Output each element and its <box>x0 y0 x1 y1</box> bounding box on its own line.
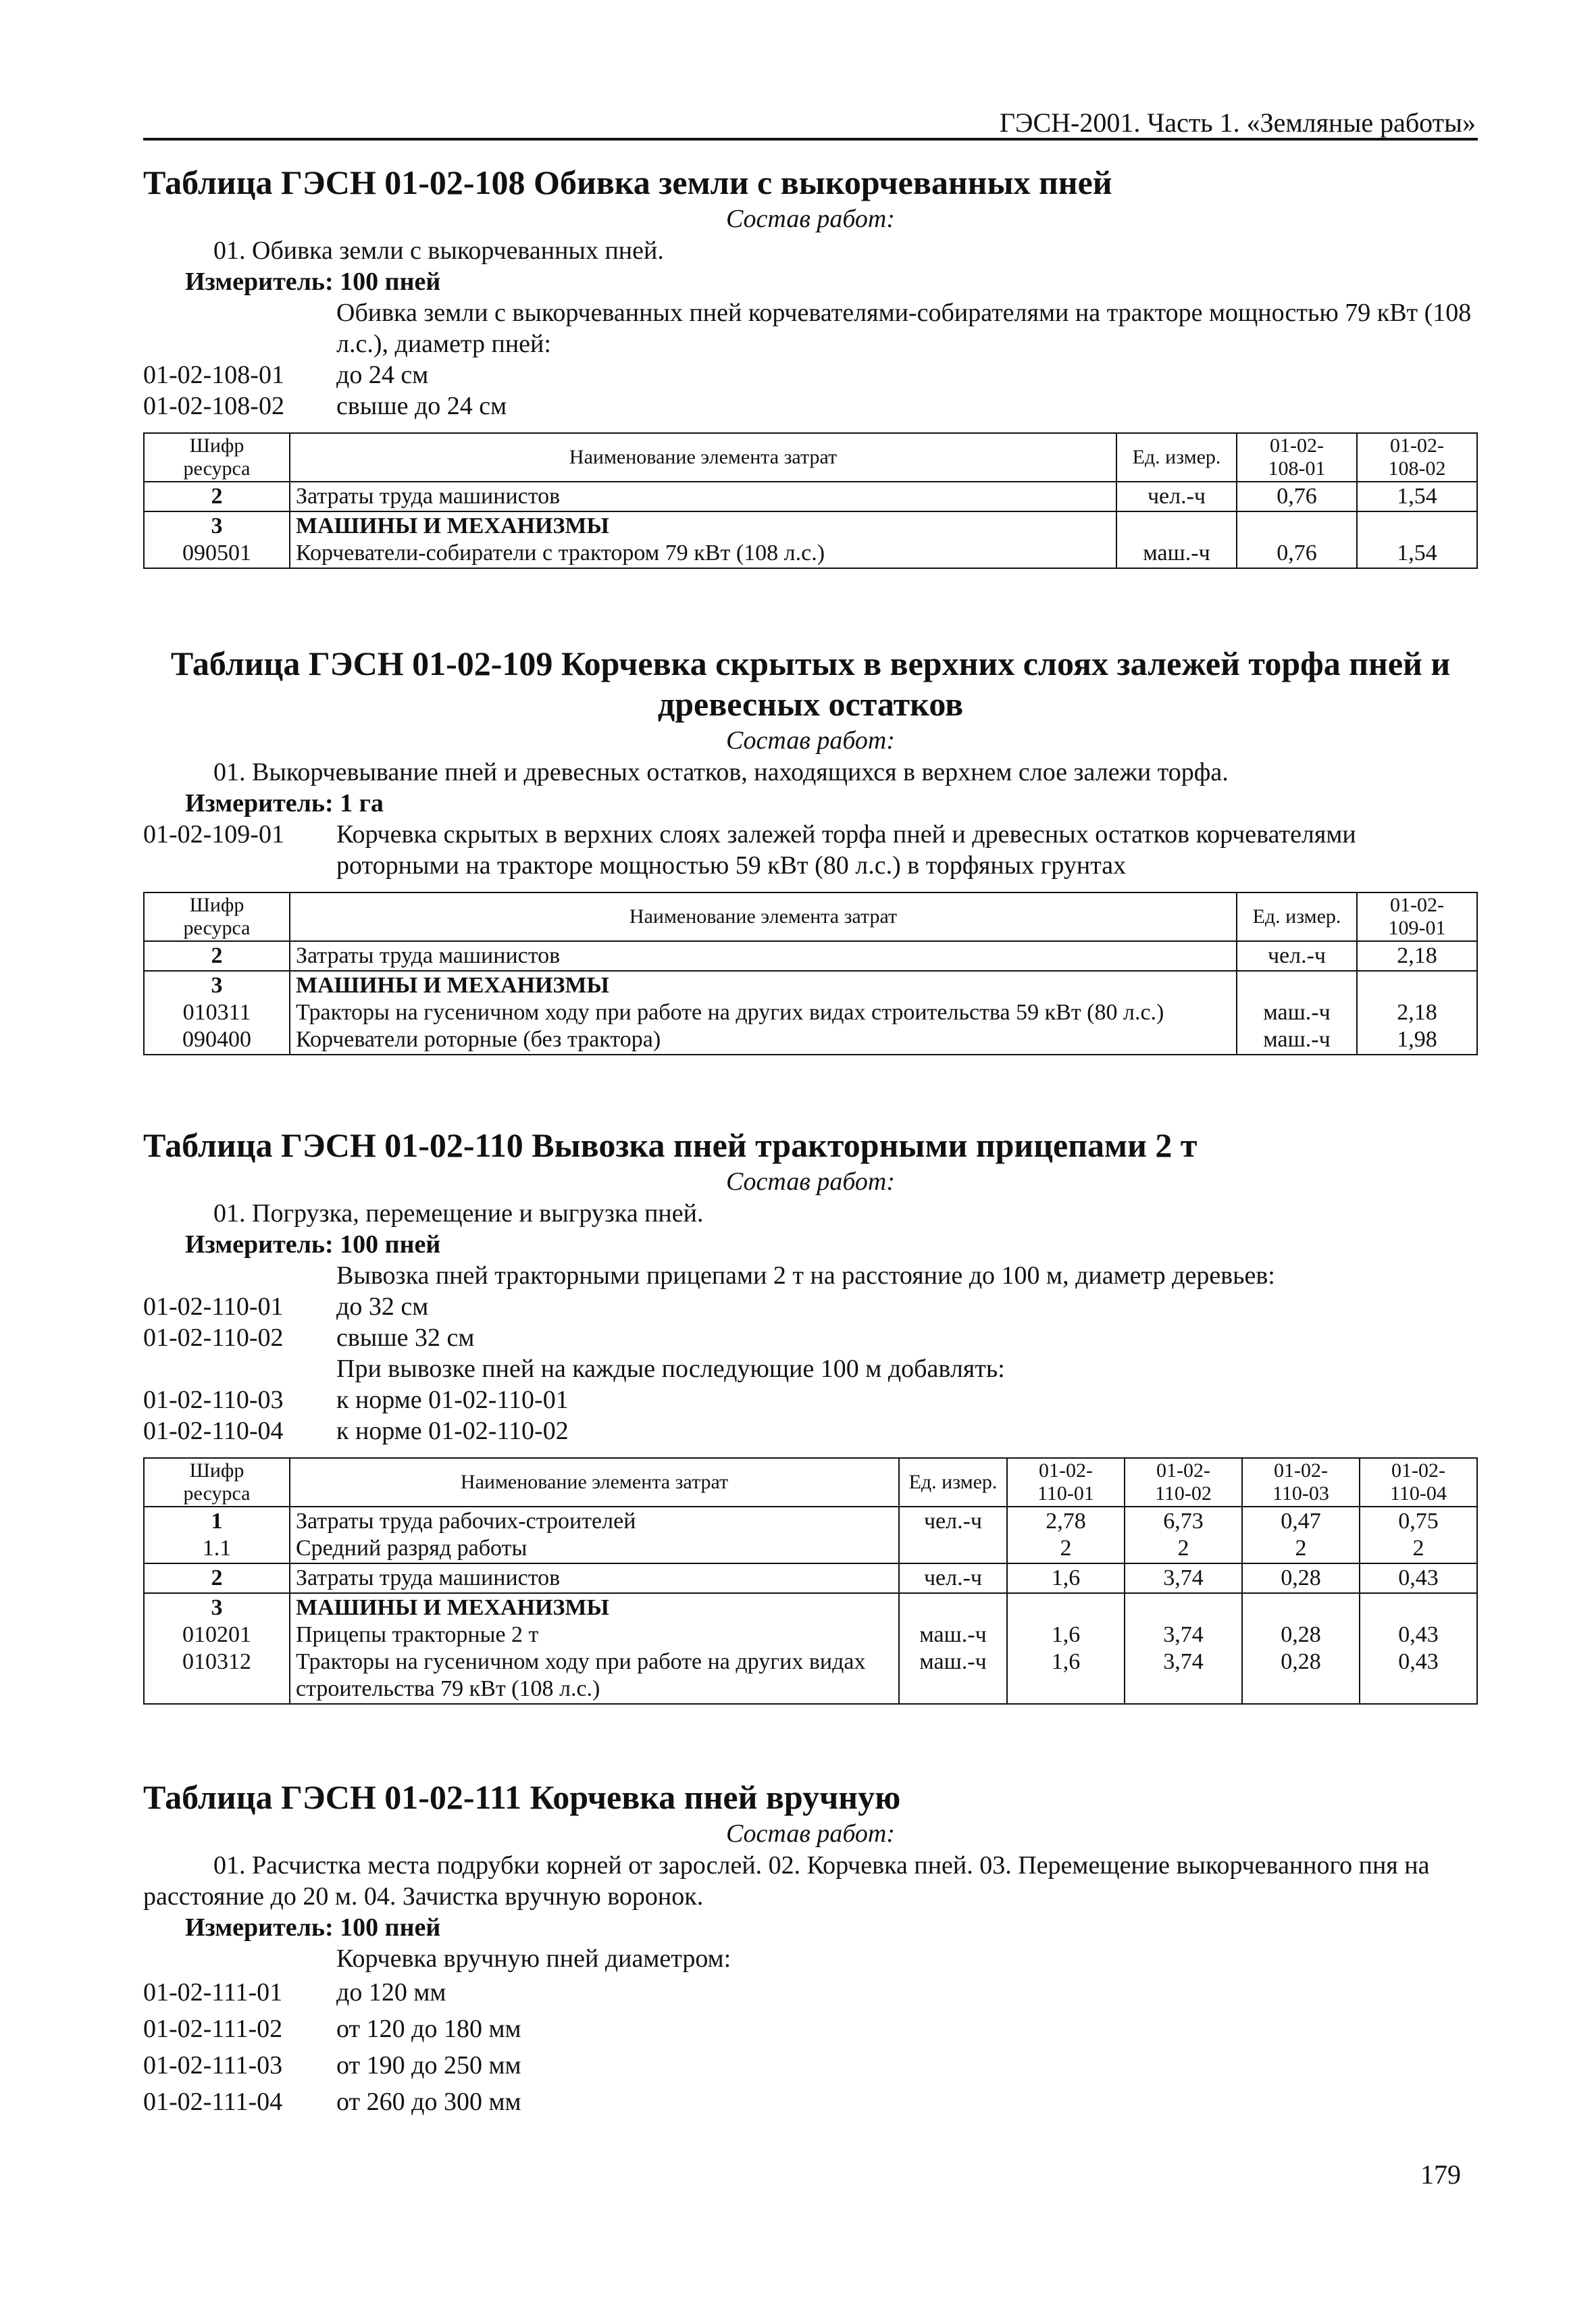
resource-code: 1 1.1 <box>144 1507 290 1563</box>
work-composition-label: Состав работ: <box>725 1819 896 1848</box>
table-row <box>144 482 1477 511</box>
resource-name: МАШИНЫ И МЕХАНИЗМЫ Прицепы тракторные 2 т Тракторы на гусеничном ходу при работе на других видах строительства 79 кВт (108 л.с.) <box>290 1593 899 1704</box>
work-composition-label: Состав работ: <box>725 726 896 755</box>
resource-unit: маш.-ч маш.-ч <box>1237 971 1357 1055</box>
header-cell-name: Наименование элемента затрат <box>290 892 1237 941</box>
norm-text: к норме 01-02-110-01 <box>336 1386 569 1414</box>
resource-unit: чел.-ч <box>1116 482 1237 511</box>
resource-table <box>143 1457 1478 1705</box>
norm-value: 2,78 2 <box>1007 1507 1125 1563</box>
header-cell-norm: 01-02- 110-04 <box>1360 1458 1477 1507</box>
norm-description: Вывозка пней тракторными прицепами 2 т на расстояние до 100 м, диаметр деревьев: <box>336 1261 1275 1290</box>
norm-code: 01-02-108-02 <box>143 392 284 420</box>
header-cell-norm: 01-02- 110-03 <box>1242 1458 1360 1507</box>
work-composition: 01. Погрузка, перемещение и выгрузка пней. <box>213 1199 704 1228</box>
resource-unit: чел.-ч <box>899 1507 1007 1563</box>
norm-code-row <box>143 1322 1478 1353</box>
norm-description: Обивка земли с выкорчеванных пней корчевателями-собирателями на тракторе мощностью 79 кВт (108 л.с.), диаметр пней: <box>336 299 1472 358</box>
section-title: Таблица ГЭСН 01-02-110 Вывозка пней тракторными прицепами 2 т <box>143 1126 1198 1164</box>
resource-code: 3 090501 <box>144 511 290 568</box>
section-title: Таблица ГЭСН 01-02-111 Корчевка пней вручную <box>143 1778 901 1816</box>
resource-name: Затраты труда рабочих-строителей Средний разряд работы <box>290 1507 899 1563</box>
resource-code: 2 <box>144 1563 290 1593</box>
table-header-row <box>144 1458 1477 1507</box>
resource-name: Затраты труда машинистов <box>290 482 1116 511</box>
norm-code-row <box>143 359 1478 391</box>
table-header-row <box>144 433 1477 482</box>
header-cell-code: Шифр ресурса <box>144 892 290 941</box>
norm-value: 0,76 <box>1237 511 1357 568</box>
resource-code: 2 <box>144 482 290 511</box>
table-row <box>144 941 1477 971</box>
header-cell-unit: Ед. измер. <box>1116 433 1237 482</box>
resource-name: МАШИНЫ И МЕХАНИЗМЫ Корчеватели-собиратели с трактором 79 кВт (108 л.с.) <box>290 511 1116 568</box>
norm-code: 01-02-111-03 <box>143 2051 283 2080</box>
norm-value: 1,54 <box>1357 511 1477 568</box>
norm-value: 1,54 <box>1357 482 1477 511</box>
header-cell-code: Шифр ресурса <box>144 433 290 482</box>
resource-table <box>143 892 1478 1055</box>
header-cell-name: Наименование элемента затрат <box>290 1458 899 1507</box>
norm-code: 01-02-111-02 <box>143 2015 283 2043</box>
norm-text: Корчевка скрытых в верхних слоях залежей торфа пней и древесных остатков корчевателями роторными на тракторе мощностью 59 кВт (80 л.с.) в торфяных грунтах <box>336 820 1356 880</box>
table-row <box>144 1563 1477 1593</box>
work-composition: 01. Расчистка места подрубки корней от зарослей. 02. Корчевка пней. 03. Перемещение выкорчеванного пня на расстояние до 20 м. 04. Зачистка вручную воронок. <box>143 1851 1430 1911</box>
norm-code: 01-02-111-01 <box>143 1978 283 2007</box>
table-row <box>144 1507 1477 1563</box>
norm-code-row <box>143 391 1478 422</box>
measure-unit: Измеритель: 100 пней <box>185 268 441 296</box>
norm-code: 01-02-110-03 <box>143 1386 284 1414</box>
norm-code: 01-02-108-01 <box>143 361 284 389</box>
header-rule <box>143 138 1478 141</box>
resource-unit: чел.-ч <box>899 1563 1007 1593</box>
norm-text: свыше 32 см <box>336 1324 475 1352</box>
norm-value: 0,43 0,43 <box>1360 1593 1477 1704</box>
table-header-row <box>144 892 1477 941</box>
norm-text: до 120 мм <box>336 1978 446 2007</box>
resource-code: 2 <box>144 941 290 971</box>
header-cell-norm: 01-02- 110-01 <box>1007 1458 1125 1507</box>
norm-value: 0,43 <box>1360 1563 1477 1593</box>
header-cell-norm: 01-02- 108-02 <box>1357 433 1477 482</box>
page-number: 179 <box>1420 2159 1461 2190</box>
norm-text: от 190 до 250 мм <box>336 2051 521 2080</box>
norm-code: 01-02-110-02 <box>143 1324 284 1352</box>
header-cell-code: Шифр ресурса <box>144 1458 290 1507</box>
section-111 <box>143 1777 1478 2120</box>
section-title: Таблица ГЭСН 01-02-109 Корчевка скрытых в верхних слоях залежей торфа пней и древесных остатков <box>170 645 1451 723</box>
norm-code-row <box>143 819 1478 881</box>
resource-name: Затраты труда машинистов <box>290 941 1237 971</box>
section-110 <box>143 1125 1478 1705</box>
table-row <box>144 971 1477 1055</box>
resource-table <box>143 432 1478 569</box>
work-composition: 01. Обивка земли с выкорчеванных пней. <box>213 236 664 265</box>
header-cell-norm: 01-02- 110-02 <box>1125 1458 1242 1507</box>
norm-text: до 24 см <box>336 361 429 389</box>
resource-code: 3 010311 090400 <box>144 971 290 1055</box>
resource-code: 3 010201 010312 <box>144 1593 290 1704</box>
section-title: Таблица ГЭСН 01-02-108 Обивка земли с выкорчеванных пней <box>143 164 1112 201</box>
norm-text: до 32 см <box>336 1292 429 1321</box>
norm-value: 1,6 <box>1007 1563 1125 1593</box>
resource-unit: чел.-ч <box>1237 941 1357 971</box>
header-cell-norm: 01-02- 109-01 <box>1357 892 1477 941</box>
norm-code-row <box>143 2084 1478 2120</box>
norm-text: свыше до 24 см <box>336 392 507 420</box>
resource-name: Затраты труда машинистов <box>290 1563 899 1593</box>
table-row <box>144 511 1477 568</box>
norm-code-row <box>143 2011 1478 2047</box>
resource-name: МАШИНЫ И МЕХАНИЗМЫ Тракторы на гусеничном ходу при работе на других видах строительства 59 кВт (80 л.с.) Корчеватели роторные (без трактора) <box>290 971 1237 1055</box>
norm-code: 01-02-111-04 <box>143 2088 283 2116</box>
header-cell-unit: Ед. измер. <box>1237 892 1357 941</box>
table-row <box>144 1593 1477 1704</box>
norm-text: от 260 до 300 мм <box>336 2088 521 2116</box>
norm-code-row <box>143 1415 1478 1447</box>
work-composition-label: Состав работ: <box>725 205 896 233</box>
measure-unit: Измеритель: 100 пней <box>185 1913 441 1942</box>
norm-value: 0,28 0,28 <box>1242 1593 1360 1704</box>
norm-code-row <box>143 2047 1478 2084</box>
resource-unit: маш.-ч маш.-ч <box>899 1593 1007 1704</box>
norm-code: 01-02-110-01 <box>143 1292 284 1321</box>
norm-value: 3,74 3,74 <box>1125 1593 1242 1704</box>
norm-text: от 120 до 180 мм <box>336 2015 521 2043</box>
norm-code-row <box>143 1291 1478 1322</box>
norm-code-row <box>143 1384 1478 1415</box>
header-cell-name: Наименование элемента затрат <box>290 433 1116 482</box>
norm-value: 0,75 2 <box>1360 1507 1477 1563</box>
norm-text: к норме 01-02-110-02 <box>336 1417 569 1445</box>
work-composition-label: Состав работ: <box>725 1167 896 1196</box>
header-cell-norm: 01-02- 108-01 <box>1237 433 1357 482</box>
norm-value: 2,18 1,98 <box>1357 971 1477 1055</box>
norm-description: Корчевка вручную пней диаметром: <box>336 1944 731 1973</box>
work-composition: 01. Выкорчевывание пней и древесных остатков, находящихся в верхнем слое залежи торфа. <box>213 758 1229 786</box>
norm-code-row <box>143 1974 1478 2011</box>
running-header: ГЭСН-2001. Часть 1. «Земляные работы» <box>999 107 1476 138</box>
norm-value: 3,74 <box>1125 1563 1242 1593</box>
measure-unit: Измеритель: 1 га <box>185 789 384 818</box>
norm-value: 0,47 2 <box>1242 1507 1360 1563</box>
norm-code: 01-02-109-01 <box>143 820 284 849</box>
norm-value: 1,6 1,6 <box>1007 1593 1125 1704</box>
norm-description: При вывозке пней на каждые последующие 100 м добавлять: <box>336 1355 1005 1383</box>
norm-value: 0,28 <box>1242 1563 1360 1593</box>
norm-code: 01-02-110-04 <box>143 1417 284 1445</box>
section-109 <box>143 643 1478 1055</box>
norm-value: 2,18 <box>1357 941 1477 971</box>
header-cell-unit: Ед. измер. <box>899 1458 1007 1507</box>
norm-value: 6,73 2 <box>1125 1507 1242 1563</box>
section-108 <box>143 162 1478 569</box>
resource-unit: маш.-ч <box>1116 511 1237 568</box>
measure-unit: Измеритель: 100 пней <box>185 1230 441 1259</box>
norm-value: 0,76 <box>1237 482 1357 511</box>
